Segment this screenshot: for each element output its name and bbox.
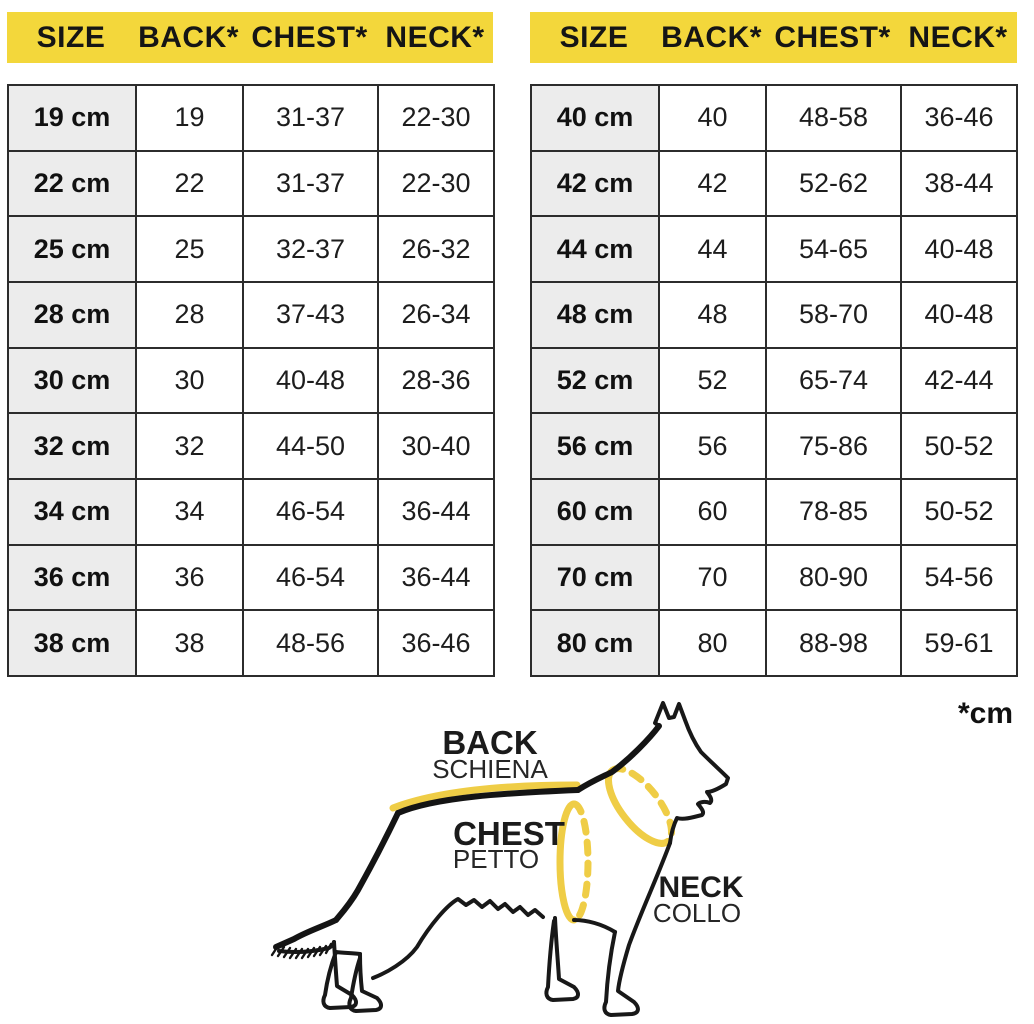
value-cell: 50-52 [901, 479, 1017, 545]
size-cell: 36 cm [8, 545, 136, 611]
value-cell: 38 [136, 610, 243, 676]
size-cell: 19 cm [8, 85, 136, 151]
value-cell: 42 [659, 151, 766, 217]
value-cell: 56 [659, 413, 766, 479]
size-cell: 30 cm [8, 348, 136, 414]
value-cell: 42-44 [901, 348, 1017, 414]
value-cell: 52-62 [766, 151, 901, 217]
value-cell: 48 [659, 282, 766, 348]
value-cell: 25 [136, 216, 243, 282]
value-cell: 80 [659, 610, 766, 676]
table-row [531, 545, 1017, 611]
header-cell: CHEST* [251, 20, 368, 54]
size-cell: 38 cm [8, 610, 136, 676]
neck-label: NECK [658, 871, 744, 904]
value-cell: 30-40 [378, 413, 494, 479]
chest-sublabel: PETTO [452, 844, 540, 874]
value-cell: 31-37 [243, 151, 378, 217]
value-cell: 88-98 [766, 610, 901, 676]
value-cell: 40-48 [901, 282, 1017, 348]
value-cell: 34 [136, 479, 243, 545]
size-cell: 44 cm [531, 216, 659, 282]
size-cell: 80 cm [531, 610, 659, 676]
value-cell: 65-74 [766, 348, 901, 414]
value-cell: 36-46 [378, 610, 494, 676]
size-table [530, 84, 1018, 677]
unit-note: *cm [957, 697, 1013, 730]
size-cell: 32 cm [8, 413, 136, 479]
dog-measurement-diagram [250, 690, 770, 1024]
value-cell: 40-48 [243, 348, 378, 414]
value-cell: 36 [136, 545, 243, 611]
value-cell: 28 [136, 282, 243, 348]
value-cell: 46-54 [243, 479, 378, 545]
value-cell: 59-61 [901, 610, 1017, 676]
value-cell: 38-44 [901, 151, 1017, 217]
table-row [8, 151, 494, 217]
value-cell: 52 [659, 348, 766, 414]
size-cell: 52 cm [531, 348, 659, 414]
back-sublabel: SCHIENA [432, 754, 548, 784]
table-row [8, 348, 494, 414]
value-cell: 78-85 [766, 479, 901, 545]
header-cell: NECK* [908, 20, 1008, 54]
value-cell: 54-56 [901, 545, 1017, 611]
table-row [8, 282, 494, 348]
back-label: BACK [442, 724, 538, 761]
value-cell: 40-48 [901, 216, 1017, 282]
table-row [531, 479, 1017, 545]
table-row [531, 413, 1017, 479]
size-cell: 34 cm [8, 479, 136, 545]
value-cell: 36-44 [378, 479, 494, 545]
value-cell: 22-30 [378, 85, 494, 151]
header-cell: BACK* [138, 20, 239, 54]
header-cell: NECK* [385, 20, 485, 54]
table-row [8, 545, 494, 611]
size-cell: 56 cm [531, 413, 659, 479]
size-cell: 28 cm [8, 282, 136, 348]
chest-label: CHEST [453, 815, 565, 852]
table-row [531, 216, 1017, 282]
header-cell: SIZE [559, 20, 629, 54]
header-cell: BACK* [661, 20, 762, 54]
value-cell: 40 [659, 85, 766, 151]
size-cell: 70 cm [531, 545, 659, 611]
value-cell: 30 [136, 348, 243, 414]
header-cell: CHEST* [774, 20, 891, 54]
value-cell: 36-44 [378, 545, 494, 611]
size-cell: 48 cm [531, 282, 659, 348]
value-cell: 37-43 [243, 282, 378, 348]
value-cell: 32 [136, 413, 243, 479]
value-cell: 54-65 [766, 216, 901, 282]
value-cell: 44 [659, 216, 766, 282]
value-cell: 19 [136, 85, 243, 151]
value-cell: 26-34 [378, 282, 494, 348]
value-cell: 28-36 [378, 348, 494, 414]
table-row [8, 610, 494, 676]
value-cell: 70 [659, 545, 766, 611]
value-cell: 32-37 [243, 216, 378, 282]
size-cell: 42 cm [531, 151, 659, 217]
header-cell: SIZE [36, 20, 106, 54]
value-cell: 36-46 [901, 85, 1017, 151]
value-cell: 31-37 [243, 85, 378, 151]
table-row [8, 413, 494, 479]
size-table [7, 84, 495, 677]
value-cell: 50-52 [901, 413, 1017, 479]
value-cell: 75-86 [766, 413, 901, 479]
value-cell: 48-58 [766, 85, 901, 151]
value-cell: 44-50 [243, 413, 378, 479]
table-row [531, 610, 1017, 676]
value-cell: 26-32 [378, 216, 494, 282]
size-cell: 40 cm [531, 85, 659, 151]
table-row [531, 85, 1017, 151]
table-row [531, 348, 1017, 414]
size-cell: 22 cm [8, 151, 136, 217]
value-cell: 22 [136, 151, 243, 217]
table-row [8, 479, 494, 545]
value-cell: 58-70 [766, 282, 901, 348]
table-row [8, 85, 494, 151]
size-cell: 25 cm [8, 216, 136, 282]
value-cell: 46-54 [243, 545, 378, 611]
value-cell: 48-56 [243, 610, 378, 676]
value-cell: 80-90 [766, 545, 901, 611]
size-cell: 60 cm [531, 479, 659, 545]
table-row [531, 151, 1017, 217]
table-header-bar [7, 12, 493, 63]
neck-sublabel: COLLO [652, 898, 742, 928]
table-row [531, 282, 1017, 348]
table-header-bar [530, 12, 1017, 63]
value-cell: 22-30 [378, 151, 494, 217]
table-row [8, 216, 494, 282]
value-cell: 60 [659, 479, 766, 545]
